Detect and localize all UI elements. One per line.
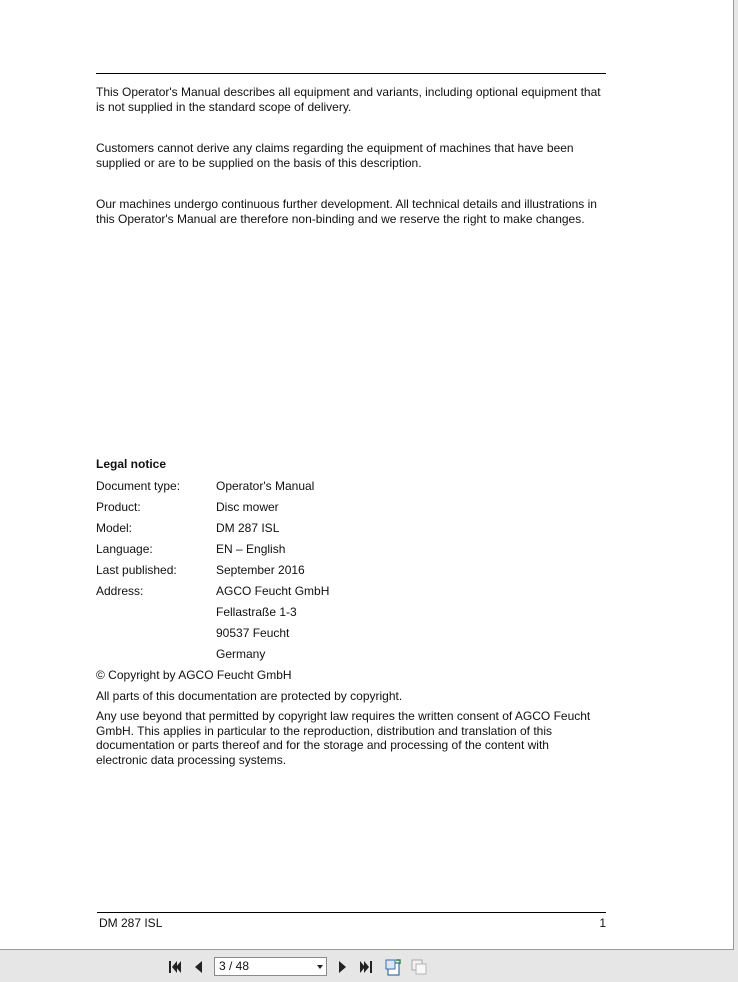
legal-label: Last published: [96, 563, 177, 577]
viewer-side-gutter [734, 0, 738, 950]
legal-value: Operator's Manual [216, 479, 315, 493]
previous-page-icon[interactable] [190, 958, 208, 976]
legal-value: Fellastraße 1-3 [216, 605, 297, 619]
header-rule [96, 73, 606, 74]
footer-model: DM 287 ISL [99, 916, 163, 930]
legal-value: September 2016 [216, 563, 305, 577]
legal-label: Language: [96, 542, 153, 556]
intro-paragraph-development: Our machines undergo continuous further development. All technical details and illustrations in this Operator's Manual are therefore non-binding and we reserve the right to make changes. [96, 197, 597, 226]
protected-line: All parts of this documentation are protected by copyright. [96, 689, 403, 703]
first-page-icon[interactable] [166, 958, 184, 976]
page-number-select[interactable] [214, 957, 327, 976]
intro-paragraph-equipment: This Operator's Manual describes all equipment and variants, including optional equipment that is not supplied in the standard scope of delivery. [96, 85, 601, 114]
legal-value: 90537 Feucht [216, 626, 290, 640]
rotate-page-icon[interactable] [384, 958, 402, 976]
legal-value: DM 287 ISL [216, 521, 280, 535]
last-page-icon[interactable] [357, 958, 375, 976]
legal-label: Model: [96, 521, 133, 535]
next-page-icon[interactable] [333, 958, 351, 976]
legal-label: Product: [96, 500, 141, 514]
legal-value: Disc mower [216, 500, 279, 514]
legal-notice-heading: Legal notice [96, 457, 167, 471]
intro-paragraph-claims: Customers cannot derive any claims regarding the equipment of machines that have been supplied or are to be supplied on the basis of this description. [96, 141, 574, 170]
footer-rule [97, 912, 606, 913]
legal-value: Germany [216, 647, 266, 661]
legal-label: Address: [96, 584, 144, 598]
legal-value: EN – English [216, 542, 286, 556]
duplicate-view-icon[interactable] [410, 958, 428, 976]
footer-page-number: 1 [599, 916, 606, 930]
consent-paragraph: Any use beyond that permitted by copyright law requires the written consent of AGCO Feucht GmbH. This applies in particular to the reproduction, distribution and translation of this documentation or parts thereof and for the storage and processing of the content with electronic data processing systems. [96, 709, 591, 767]
legal-value: AGCO Feucht GmbH [216, 584, 330, 598]
legal-label: Document type: [96, 479, 181, 493]
chevron-down-icon [317, 965, 323, 969]
copyright-line: © Copyright by AGCO Feucht GmbH [96, 668, 292, 682]
page-indicator: 3 / 48 [219, 959, 250, 973]
